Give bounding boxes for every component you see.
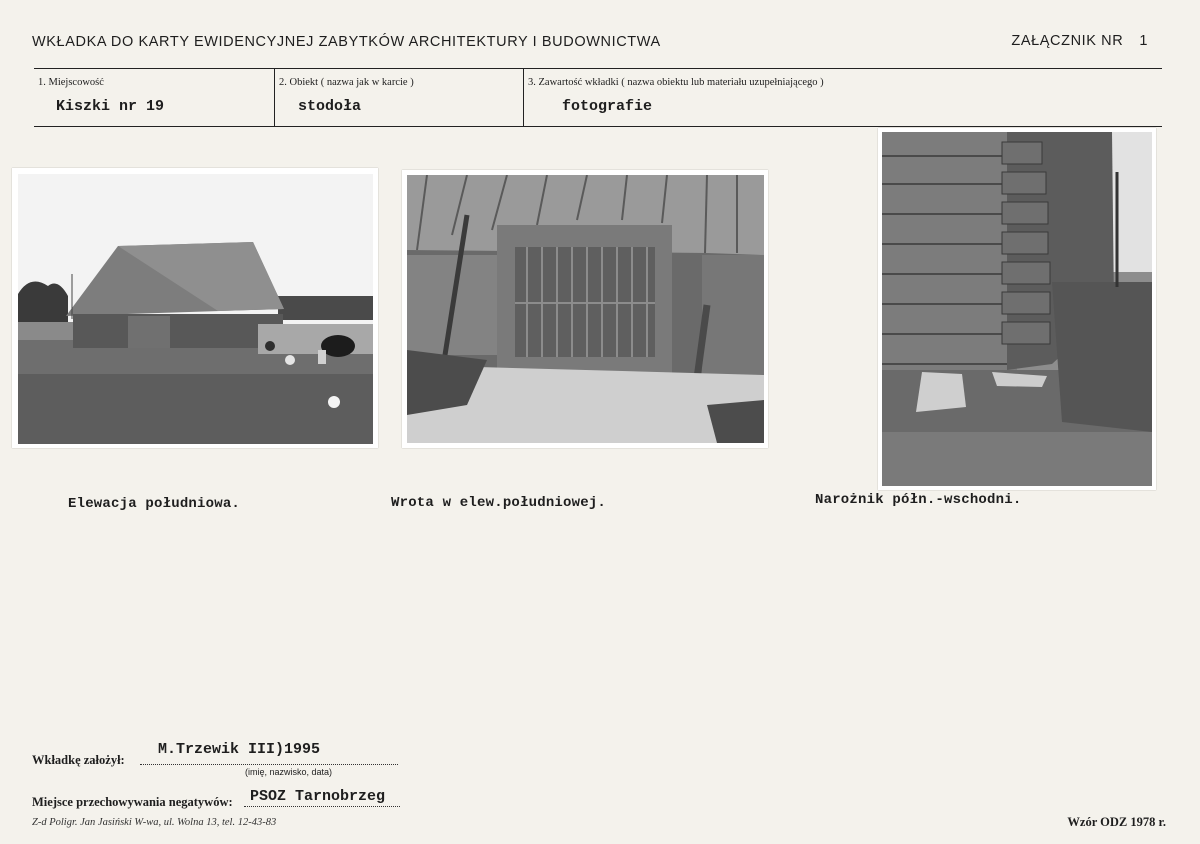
negatives-dotted-line <box>244 806 400 807</box>
caption-south-elevation: Elewacja południowa. <box>68 496 241 512</box>
field-locality <box>34 69 274 126</box>
barn-elevation-photo-image <box>18 174 373 444</box>
photo-north-east-corner <box>878 128 1156 490</box>
annex-label-text: ZAŁĄCZNIK NR <box>1011 33 1124 49</box>
author-value: M.Trzewik III)1995 <box>158 741 321 758</box>
field-object-label: 2. Obiekt ( nazwa jak w karcie ) <box>279 77 414 88</box>
annex-number: 1 <box>1139 33 1148 49</box>
caption-barn-doors: Wrota w elew.południowej. <box>391 495 607 511</box>
annex-label <box>1011 33 1148 49</box>
barn-doors-photo-image <box>407 175 764 443</box>
caption-north-east-corner: Narożnik półn.-wschodni. <box>815 492 1022 508</box>
printer-imprint: Z-d Poligr. Jan Jasiński W-wa, ul. Wolna 13, tel. 12-43-83 <box>32 817 277 828</box>
field-contents <box>523 69 1163 126</box>
negatives-location-value: PSOZ Tarnobrzeg <box>250 788 386 805</box>
photo-south-elevation <box>12 168 378 448</box>
author-hint: (imię, nazwisko, data) <box>245 767 333 777</box>
log-corner-photo-image <box>882 132 1152 486</box>
photo-barn-doors <box>402 170 768 448</box>
field-contents-value: fotografie <box>562 98 653 115</box>
field-object <box>274 69 524 126</box>
author-label: Wkładkę założył: <box>32 753 125 767</box>
negatives-location-label: Miejsce przechowywania negatywów: <box>32 795 233 809</box>
author-dotted-line <box>140 764 398 765</box>
form-fields-table <box>34 68 1162 127</box>
field-locality-label: 1. Miejscowość <box>38 77 104 88</box>
field-object-value: stodoła <box>298 98 362 115</box>
field-contents-label: 3. Zawartość wkładki ( nazwa obiektu lub materiału uzupełniającego ) <box>528 77 824 88</box>
field-locality-value: Kiszki nr 19 <box>56 98 165 115</box>
document-title: WKŁADKA DO KARTY EWIDENCYJNEJ ZABYTKÓW ARCHITEKTURY I BUDOWNICTWA <box>32 34 661 50</box>
form-model: Wzór ODZ 1978 r. <box>1067 815 1166 829</box>
